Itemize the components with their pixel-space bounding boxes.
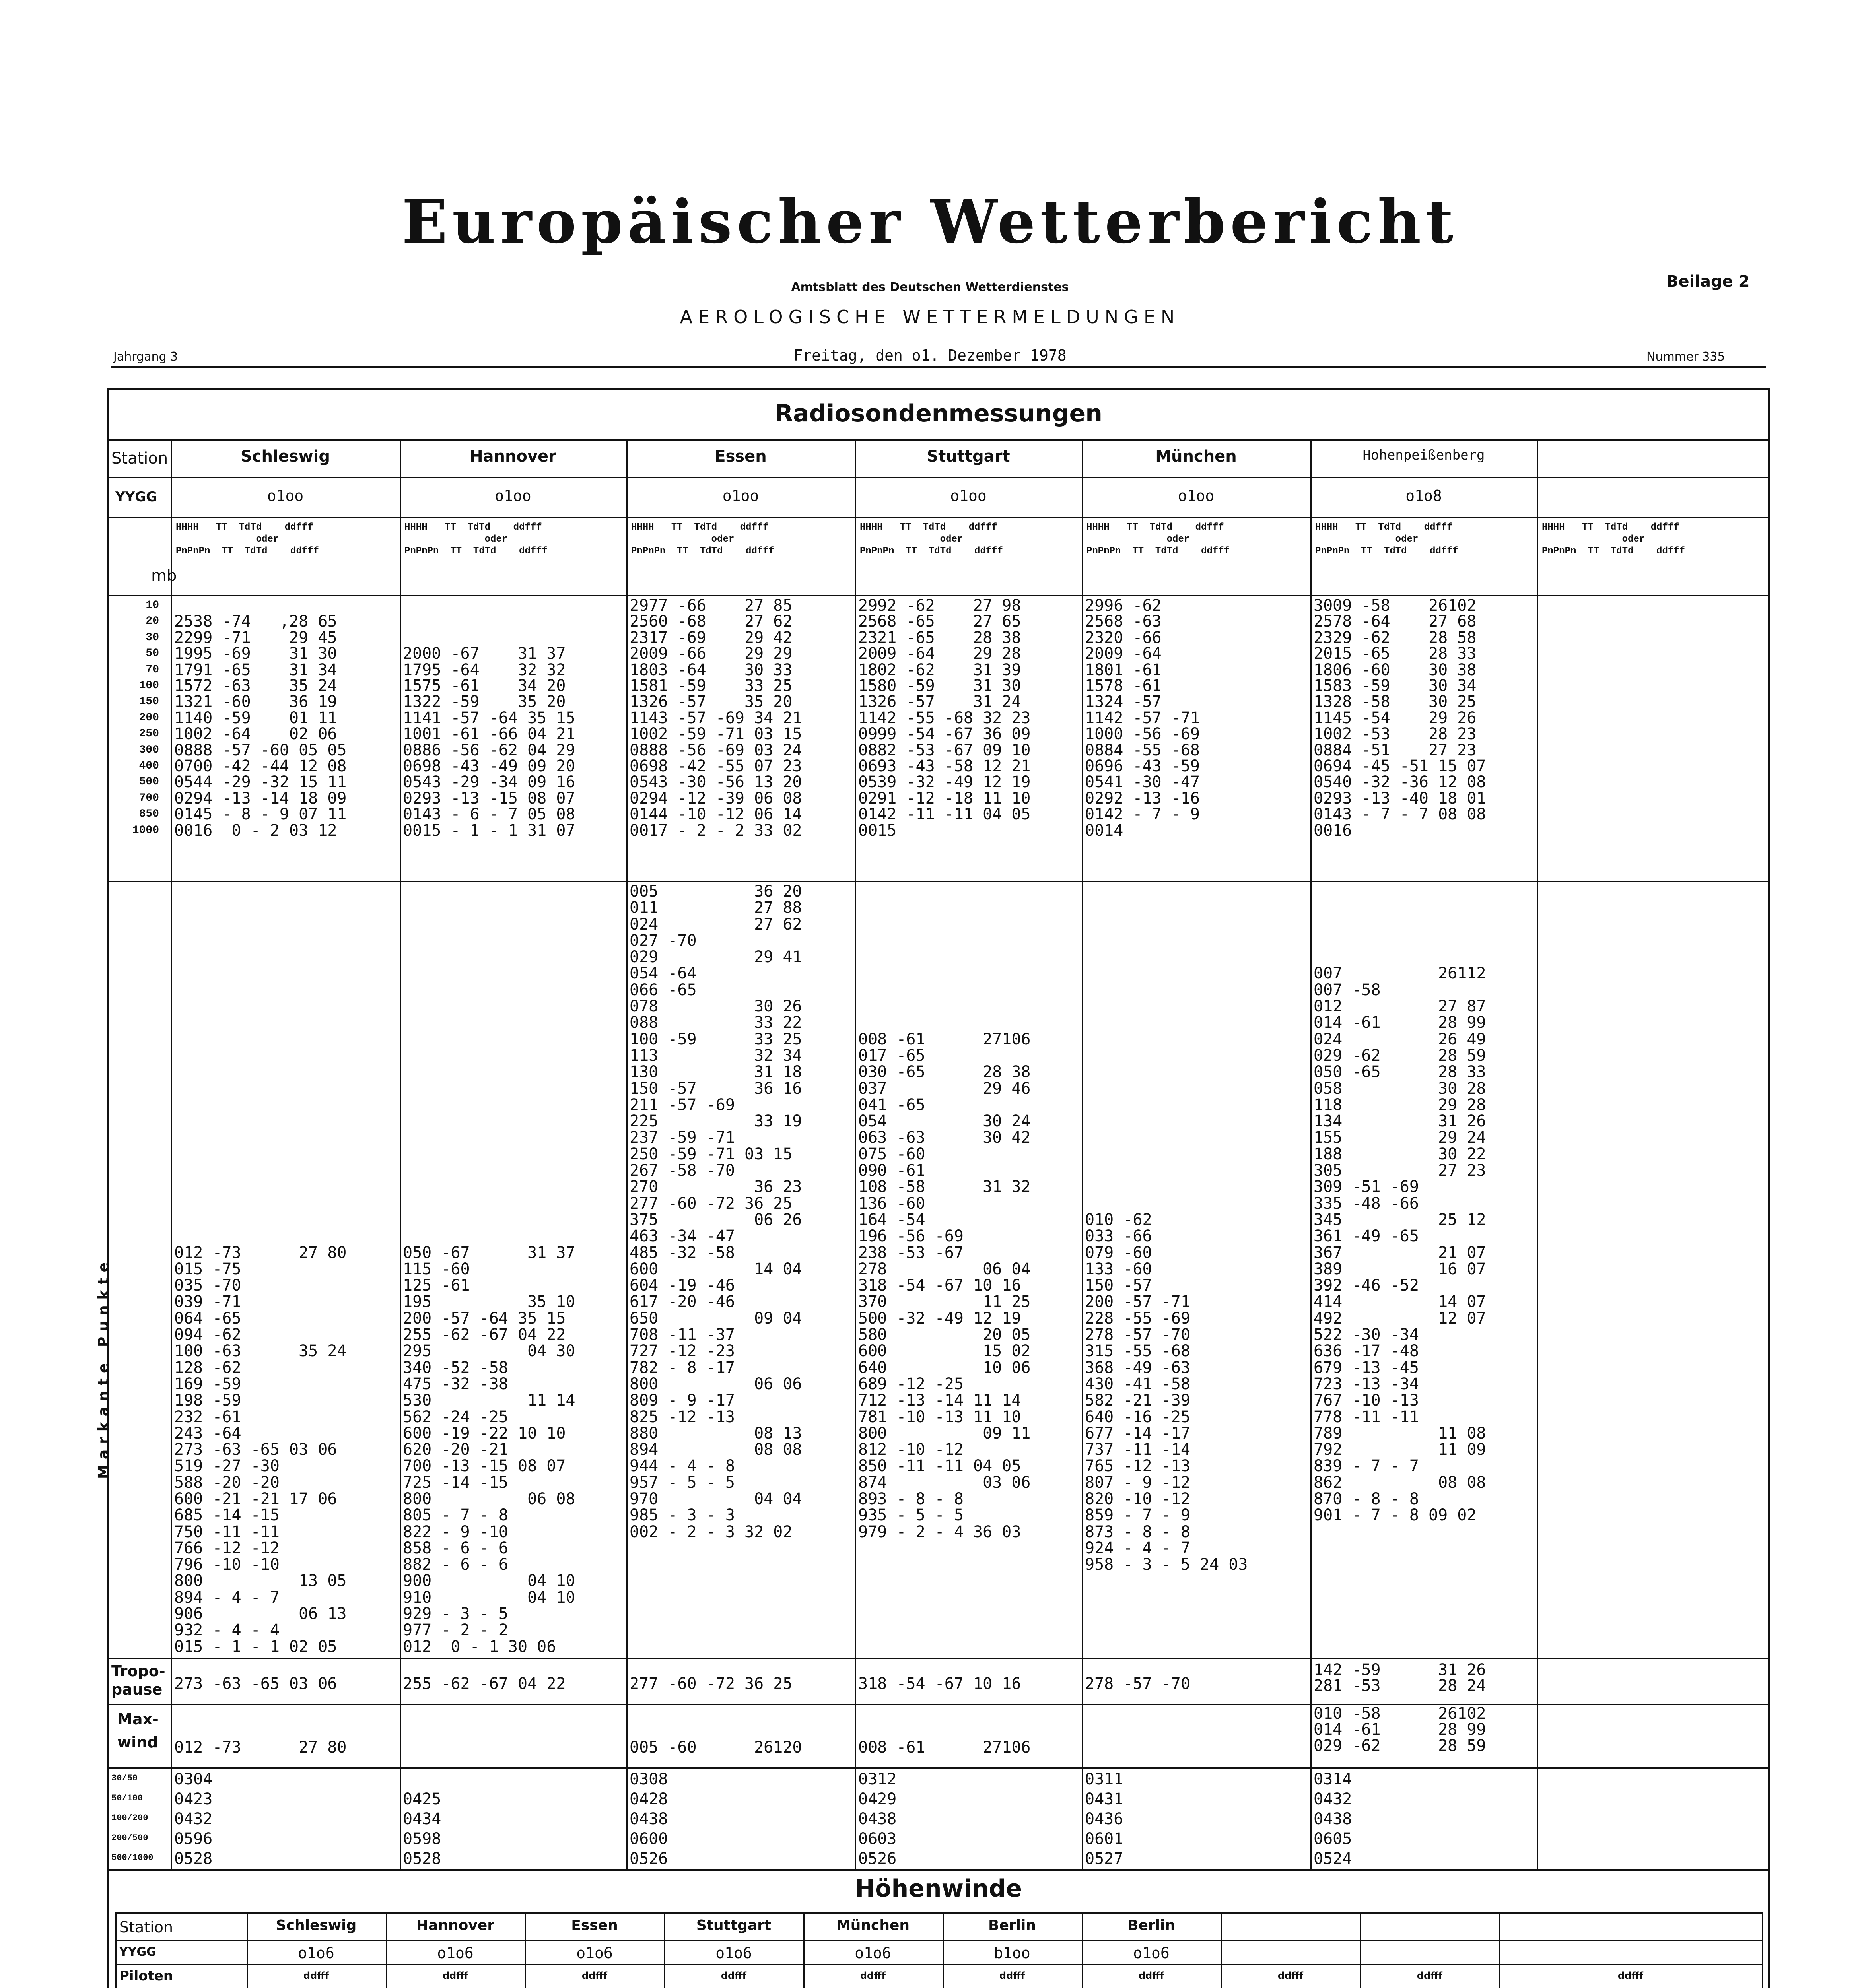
layer-labels: 30/50 50/100 100/200 200/500 500/1000 — [111, 1773, 154, 1863]
station-name: Hohenpeißenberg — [1362, 447, 1485, 463]
markante-punkte: 008 -61 27106 017 -65 030 -65 28 38 037 29 46 041 -65 054 30 24 063 -63 30 42 075 -60 090 -61 108 -58 31 32 136 -60 164 -54 196 -56 -69 238 -53 -67 278 06 04 318 -54 -67 10 16 370 11 25 500 -32 -49 12 19 580 20 05 600 15 02 640 10 06 689 -12 -25 712 -13 -14 11 14 781 -10 -13 11 10 800 09 11 812 -10 -12 850 -11 -11 04 05 874 03 06 893 - 8 - 8 935 - 5 - 5 979 - 2 - 4 36 03 — [858, 1030, 1031, 1541]
hw-station-name: Hannover — [416, 1917, 495, 1934]
column-header: HHHH TT TdTd ddfff oder PnPnPn TT TdTd ddfff — [1315, 522, 1459, 557]
column-rule — [855, 439, 856, 1869]
mb-label: mb — [151, 567, 177, 585]
table-rule — [107, 1869, 1770, 1871]
table-rule — [115, 1912, 1762, 1914]
hw-station-name: Berlin — [1127, 1917, 1175, 1934]
yygg-value: o1oo — [267, 487, 304, 505]
layer-thickness: 0425 0434 0598 0528 — [403, 1790, 441, 1868]
hw-station-name: Berlin — [988, 1917, 1036, 1934]
yygg-value: o1oo — [722, 487, 759, 505]
maxwind-label: Max- wind — [117, 1710, 159, 1751]
table-rule — [107, 1704, 1770, 1705]
station-name: Hannover — [470, 447, 556, 466]
station-label: Station — [111, 449, 168, 468]
maxwind-value: 008 -61 27106 — [858, 1738, 1031, 1757]
tropopause-value: 277 -60 -72 36 25 — [630, 1675, 793, 1693]
standard-levels: 2992 -62 27 98 2568 -65 27 65 2321 -65 28 38 2009 -64 29 28 1802 -62 31 39 1580 -59 31 30 1326 -57 31 24 1142 -55 -68 32 23 0999 -54 -67 36 09 0882 -53 -67 09 10 0693 -43 -58 12 21 0539 -32 -49 12 19 0291 -12 -18 11 10 0142 -11 -11 04 05 0015 — [858, 596, 1031, 840]
column-rule — [1082, 439, 1083, 1869]
markante-punkte: 012 -73 27 80 015 -75 035 -70 039 -71 064 -65 094 -62 100 -63 35 24 128 -62 169 -59 198 -59 232 -61 243 -64 273 -63 -65 03 06 519 -27 -30 588 -20 -20 600 -21 -21 17 06 685 -14 -15 750 -11 -11 766 -12 -12 796 -10 -10 800 13 05 894 - 4 - 7 906 06 13 932 - 4 - 4 015 - 1 - 1 02 05 — [174, 1243, 347, 1656]
hw-yygg-value: o1o6 — [298, 1944, 334, 1962]
standard-levels: 2977 -66 27 85 2560 -68 27 62 2317 -69 29 42 2009 -66 29 29 1803 -64 30 33 1581 -59 33 25 1326 -57 35 20 1143 -57 -69 34 21 1002 -59 -71 03 15 0888 -56 -69 03 24 0698 -42 -55 07 23 0543 -30 -56 13 20 0294 -12 -39 06 08 0144 -10 -12 06 14 0017 - 2 - 2 33 02 — [630, 596, 802, 840]
station-name: Stuttgart — [927, 447, 1010, 466]
table-rule — [115, 1940, 1762, 1941]
hw-ddfff-header: ddfff — [860, 1970, 886, 1981]
hw-ddfff-header: ddfff — [721, 1970, 747, 1981]
station-name: Schleswig — [241, 447, 330, 466]
column-rule — [171, 439, 172, 1869]
maxwind-value: 005 -60 26120 — [630, 1738, 802, 1757]
column-header: HHHH TT TdTd ddfff oder PnPnPn TT TdTd ddfff — [631, 522, 775, 557]
standard-levels: 2000 -67 31 37 1795 -64 32 32 1575 -61 34 20 1322 -59 35 20 1141 -57 -64 35 15 1001 -61 -66 04 21 0886 -56 -62 04 29 0698 -43 -49 09 20 0543 -29 -34 09 16 0293 -13 -15 08 07 0143 - 6 - 7 05 08 0015 - 1 - 1 31 07 — [403, 645, 575, 840]
hw-ddfff-header: ddfff — [1617, 1970, 1644, 1981]
standard-levels: 3009 -58 26102 2578 -64 27 68 2329 -62 28 58 2015 -65 28 33 1806 -60 30 38 1583 -59 30 34 1328 -58 30 25 1145 -54 29 26 1002 -53 28 23 0884 -51 27 23 0694 -45 -51 15 07 0540 -32 -36 12 08 0293 -13 -40 18 01 0143 - 7 - 7 08 08 0016 — [1314, 596, 1486, 840]
hw-ddfff-header: ddfff — [999, 1970, 1025, 1981]
hw-station-name: Schleswig — [276, 1917, 357, 1934]
hw-piloten-label: Piloten — [119, 1968, 173, 1984]
header-rule — [111, 366, 1766, 368]
table-rule — [107, 477, 1770, 478]
hw-station-name: Essen — [571, 1917, 618, 1934]
hw-station-name: Stuttgart — [696, 1917, 772, 1934]
tropopause-value: 142 -59 31 26 281 -53 28 24 — [1314, 1661, 1486, 1695]
page-subtitle: Amtsblatt des Deutschen Wetterdienstes — [791, 280, 1069, 294]
maxwind-value: 012 -73 27 80 — [174, 1738, 347, 1757]
hw-yygg-value: o1o6 — [1133, 1944, 1170, 1962]
yygg-label: YYGG — [115, 489, 157, 505]
yygg-value: o1oo — [950, 487, 987, 505]
column-header: HHHH TT TdTd ddfff oder PnPnPn TT TdTd ddfff — [860, 522, 1003, 557]
yygg-value: o1oo — [1178, 487, 1215, 505]
hw-ddfff-header: ddfff — [442, 1970, 468, 1981]
station-name: München — [1155, 447, 1237, 466]
hw-yygg-value: b1oo — [994, 1944, 1030, 1962]
maxwind-value: 010 -58 26102 014 -61 28 99 029 -62 28 59 — [1314, 1705, 1486, 1755]
hw-yygg-value: o1o6 — [576, 1944, 613, 1962]
markante-punkte: 007 26112 007 -58 012 27 87 014 -61 28 99 024 26 49 029 -62 28 59 050 -65 28 33 058 30 28 118 29 28 134 31 26 155 29 24 188 30 22 305 27 23 309 -51 -69 335 -48 -66 345 25 12 361 -49 -65 367 21 07 389 16 07 392 -46 -52 414 14 07 492 12 07 522 -30 -34 636 -17 -48 679 -13 -45 723 -13 -34 767 -10 -13 778 -11 -11 789 11 08 792 11 09 839 - 7 - 7 862 08 08 870 - 8 - 8 901 - 7 - 8 09 02 — [1314, 964, 1486, 1525]
section-title: AEROLOGISCHE WETTERMELDUNGEN — [680, 306, 1180, 328]
column-rule — [626, 439, 628, 1869]
issue-date: Freitag, den o1. Dezember 1978 — [793, 347, 1067, 364]
layer-thickness: 0304 0423 0432 0596 0528 — [174, 1770, 213, 1868]
column-header: HHHH TT TdTd ddfff oder PnPnPn TT TdTd ddfff — [1086, 522, 1230, 557]
markante-label: Markante Punkte — [95, 1256, 112, 1479]
hw-ddfff-header: ddfff — [1277, 1970, 1304, 1981]
station-name: Essen — [715, 447, 767, 466]
table-rule — [107, 439, 1770, 441]
table-rule — [115, 1964, 1762, 1965]
hw-station-name: München — [836, 1917, 910, 1934]
markante-punkte: 010 -62 033 -66 079 -60 133 -60 150 -57 200 -57 -71 228 -55 -69 278 -57 -70 315 -55 -68 368 -49 -63 430 -41 -58 582 -21 -39 640 -16 -25 677 -14 -17 737 -11 -14 765 -12 -13 807 - 9 -12 820 -10 -12 859 - 7 - 9 873 - 8 - 8 924 - 4 - 7 958 - 3 - 5 24 03 — [1085, 1210, 1248, 1574]
yygg-value: o1o8 — [1405, 487, 1442, 505]
tropopause-value: 273 -63 -65 03 06 — [174, 1675, 337, 1693]
column-rule — [1310, 439, 1312, 1869]
column-rule — [1762, 1912, 1763, 1988]
layer-thickness: 0308 0428 0438 0600 0526 — [630, 1770, 668, 1868]
hw-yygg-value: o1o6 — [715, 1944, 752, 1962]
markante-punkte: 005 36 20 011 27 88 024 27 62 027 -70 029 29 41 054 -64 066 -65 078 30 26 088 33 22 100 -59 33 25 113 32 34 130 31 18 150 -57 36 16 211 -57 -69 225 33 19 237 -59 -71 250 -59 -71 03 15 267 -58 -70 270 36 23 277 -60 -72 36 25 375 06 26 463 -34 -47 485 -32 -58 600 14 04 604 -19 -46 617 -20 -46 650 09 04 708 -11 -37 727 -12 -23 782 - 8 -17 800 06 06 809 - 9 -17 825 -12 -13 880 08 13 894 08 08 944 - 4 - 8 957 - 5 - 5 970 04 04 985 - 3 - 3 002 - 2 - 3 32 02 — [630, 882, 802, 1541]
column-header: HHHH TT TdTd ddfff oder PnPnPn TT TdTd ddfff — [404, 522, 548, 557]
tropopause-value: 318 -54 -67 10 16 — [858, 1675, 1021, 1693]
markante-punkte: 050 -67 31 37 115 -60 125 -61 195 35 10 200 -57 -64 35 15 255 -62 -67 04 22 295 04 30 340 -52 -58 475 -32 -38 530 11 14 562 -24 -25 600 -19 -22 10 10 620 -20 -21 700 -13 -15 08 07 725 -14 -15 800 06 08 805 - 7 - 8 822 - 9 -10 858 - 6 - 6 882 - 6 - 6 900 04 10 910 04 10 929 - 3 - 5 977 - 2 - 2 012 0 - 1 30 06 — [403, 1243, 575, 1656]
page-title: Europäischer Wetterbericht — [402, 187, 1458, 257]
hw-yygg-label: YYGG — [119, 1945, 156, 1959]
column-header: HHHH TT TdTd ddfff oder PnPnPn TT TdTd ddfff — [1542, 522, 1685, 557]
hw-ddfff-header: ddfff — [1417, 1970, 1443, 1981]
hw-ddfff-header: ddfff — [1138, 1970, 1164, 1981]
standard-levels: 2538 -74 ,28 65 2299 -71 29 45 1995 -69 31 30 1791 -65 31 34 1572 -63 35 24 1321 -60 36 19 1140 -59 01 11 1002 -64 02 06 0888 -57 -60 05 05 0700 -42 -44 12 08 0544 -29 -32 15 11 0294 -13 -14 18 09 0145 - 8 - 9 07 11 0016 0 - 2 03 12 — [174, 612, 347, 840]
column-header: HHHH TT TdTd ddfff oder PnPnPn TT TdTd ddfff — [176, 522, 319, 557]
yygg-value: o1oo — [495, 487, 531, 505]
hoehenwinde-title: Höhenwinde — [855, 1875, 1022, 1903]
radiosonde-title: Radiosondenmessungen — [775, 400, 1102, 427]
table-rule — [107, 517, 1770, 518]
table-rule — [107, 1658, 1770, 1659]
hw-ddfff-header: ddfff — [303, 1970, 329, 1981]
issue-number: Nummer 335 — [1646, 350, 1725, 364]
hw-yygg-value: o1o6 — [437, 1944, 474, 1962]
tropopause-label: Tropo- pause — [111, 1662, 165, 1698]
hw-station-label: Station — [119, 1918, 173, 1936]
table-rule — [107, 881, 1770, 882]
table-rule — [107, 1767, 1770, 1769]
standard-levels: 2996 -62 2568 -63 2320 -66 2009 -64 1801 -61 1578 -61 1324 -57 1142 -57 -71 1000 -56 -69 0884 -55 -68 0696 -43 -59 0541 -30 -47 0292 -13 -16 0142 - 7 - 9 0014 — [1085, 596, 1200, 840]
layer-thickness: 0314 0432 0438 0605 0524 — [1314, 1770, 1352, 1868]
column-rule — [1537, 439, 1538, 1869]
pressure-levels: 10 20 30 50 70 100 150 200 250 300 400 500 700 850 1000 — [132, 599, 159, 837]
supplement-label: Beilage 2 — [1666, 272, 1750, 291]
layer-thickness: 0311 0431 0436 0601 0527 — [1085, 1770, 1123, 1868]
tropopause-value: 255 -62 -67 04 22 — [403, 1675, 566, 1693]
hw-ddfff-header: ddfff — [581, 1970, 608, 1981]
tropopause-value: 278 -57 -70 — [1085, 1675, 1190, 1693]
column-rule — [115, 1912, 117, 1988]
column-rule — [400, 439, 401, 1869]
hw-yygg-value: o1o6 — [855, 1944, 891, 1962]
layer-thickness: 0312 0429 0438 0603 0526 — [858, 1770, 897, 1868]
volume-label: Jahrgang 3 — [113, 350, 178, 364]
